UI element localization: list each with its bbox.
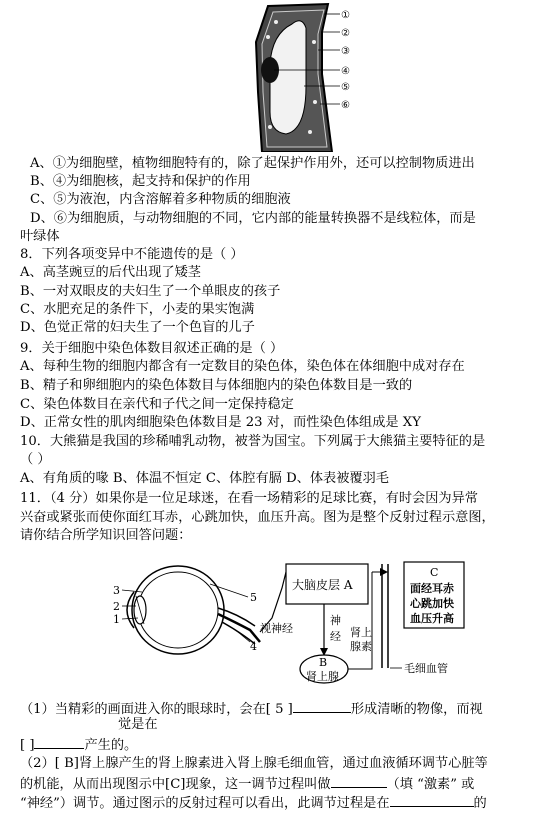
q8-stem: 8．下列各项变异中不能遗传的是（ ） [20, 247, 244, 262]
eye-label: 1 [113, 613, 120, 626]
cell-label: ③ [341, 46, 350, 57]
q11-stem-3: 请你结合所学知识回答问题： [20, 528, 192, 543]
q11-p1-d: [ ] [20, 738, 35, 753]
cortex-label: 大脑皮层 A [292, 578, 353, 592]
q11-p2-b: 的机能，从而出现图示中[C]现象，这一调节过程叫做 [20, 777, 331, 792]
nerve-label: 神 [330, 614, 341, 627]
q11-p1-line1 [20, 698, 483, 719]
q9-stem: 9．关于细胞中染色体数目叙述正确的是（ ） [20, 341, 284, 356]
q11-stem-2: 兴奋或紧张而使你面红耳赤，心跳加快，血压升高。图为是整个反射过程示意图， [20, 510, 495, 525]
effect-line: 血压升高 [410, 612, 454, 625]
q9-option-d: D、正常女性的肌肉细胞染色体数目是 23 对，而性染色体组成是 XY [20, 415, 421, 430]
cell-label: ① [341, 10, 350, 21]
q7-option-d: D、⑥为细胞质，与动物细胞的不同，它内部的能量转换器不是线粒体，而是 [30, 211, 476, 226]
nerve-label: 经 [330, 630, 341, 643]
q8-option-c: C、水肥充足的条件下，小麦的果实饱满 [20, 302, 255, 317]
q9-option-b: B、精子和卵细胞内的染色体数目与体细胞内的染色体数目是一致的 [20, 378, 413, 393]
effect-line: 心跳加快 [410, 597, 454, 610]
q7-option-b: B、④为细胞核，起支持和保护的作用 [30, 174, 251, 189]
q11-p1-a: （1）当精彩的画面进入你的眼球时，会在[ 5 ] [20, 702, 293, 717]
q11-p2-a: （2）[ B]肾上腺产生的肾上腺素进入肾上腺毛细血管，通过血液循环调节心脏等 [20, 756, 488, 771]
blank-1[interactable] [293, 698, 351, 713]
hormone-label: 腺素 [350, 640, 372, 653]
effect-letter: C [430, 566, 439, 579]
q11-p2-e: 的 [473, 796, 487, 811]
eye-label: 3 [113, 584, 120, 597]
blank-3[interactable] [331, 773, 387, 788]
q7-option-d-cont: 叶绿体 [20, 229, 60, 244]
q11-p2-line3 [20, 792, 487, 813]
q9-option-c: C、染色体数目在亲代和子代之间一定保持稳定 [20, 397, 294, 412]
optic-nerve-label: 视神经 [260, 622, 293, 635]
q11-stem-1: 11．（4 分）如果你是一位足球迷，在看一场精彩的足球比赛，有时会因为异常 [20, 491, 478, 506]
gland-label: 肾上腺 [306, 670, 339, 683]
q11-p1-e: 产生的。 [84, 738, 138, 753]
cell-label: ⑤ [341, 82, 350, 93]
q11-p2-d: “神经”）调节。通过图示的反射过程可以看出，此调节过程是在 [20, 796, 390, 811]
cell-label: ② [341, 28, 350, 39]
q10-options: A、有角质的喙 B、体温不恒定 C、体腔有膈 D、体表被覆羽毛 [20, 471, 389, 486]
plant-cell-figure [240, 2, 370, 152]
q8-option-d: D、色觉正常的妇夫生了一个色盲的儿子 [20, 320, 255, 335]
q11-p2-c: （填 “激素” 或 [386, 777, 475, 792]
q9-option-a: A、每种生物的细胞内都含有一定数目的染色体，染色体在体细胞中成对存在 [20, 359, 465, 374]
q10-stem-paren: （ ） [20, 452, 51, 467]
blank-4[interactable] [390, 792, 474, 807]
q7-option-c: C、⑤为液泡，内含溶解着多种物质的细胞液 [30, 192, 291, 207]
gland-letter: B [319, 656, 328, 669]
q8-option-a: A、高茎豌豆的后代出现了矮茎 [20, 265, 201, 280]
capillary-label: 毛细血管 [404, 662, 448, 675]
effect-line: 面经耳赤 [410, 582, 454, 595]
q11-p1-line3 [20, 734, 137, 755]
eye-label: 2 [113, 600, 120, 613]
hormone-label: 肾上 [350, 626, 372, 639]
eye-illustration [127, 566, 260, 654]
q11-p2-line2 [20, 773, 474, 794]
eye-label: 4 [250, 640, 257, 653]
cell-label: ⑥ [341, 100, 350, 111]
cell-label: ④ [341, 66, 350, 77]
blank-2[interactable] [34, 734, 84, 749]
q7-option-a: A、①为细胞壁，植物细胞特有的，除了起保护作用外，还可以控制物质进出 [30, 156, 475, 171]
q11-p1-c: 觉是在 [118, 717, 158, 732]
q10-stem: 10．大熊猫是我国的珍稀哺乳动物，被誉为国宝。下列属于大熊猫主要特征的是 [20, 434, 486, 449]
eye-label: 5 [250, 591, 257, 604]
reflex-diagram [110, 552, 500, 687]
q8-option-b: B、一对双眼皮的夫妇生了一个单眼皮的孩子 [20, 284, 281, 299]
q11-p1-b: 形成清晰的物像，而视 [350, 702, 483, 717]
